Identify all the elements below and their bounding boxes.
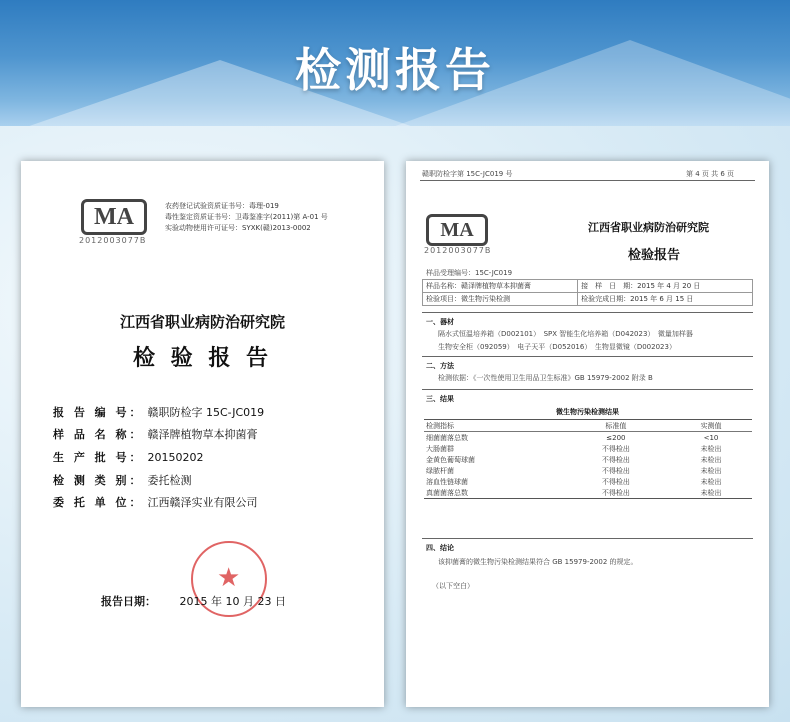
table-cell: 金黄色葡萄球菌 <box>426 455 475 464</box>
page-header-left: 赣职防检字第 15C-JC019 号 <box>422 170 513 178</box>
table-cell: 未检出 <box>700 488 722 497</box>
official-seal-icon: ★ <box>191 541 267 617</box>
table-cell: 绿脓杆菌 <box>426 466 454 475</box>
cma-code: 2012003077B <box>79 236 147 245</box>
table-row <box>423 280 753 293</box>
date-value: 2015 年 10 月 23 日 <box>179 595 286 608</box>
institute-name: 江西省职业病防治研究院 <box>119 313 285 331</box>
field-value: 赣泽牌植物草本抑菌膏 <box>147 428 258 441</box>
table-cell: 样品名称：赣泽牌植物草本抑菌膏 <box>423 280 578 293</box>
cma-logo-text: MA <box>440 219 474 241</box>
table-row <box>424 487 752 499</box>
equipment-line: 生物安全柜（092059） 电子天平（D052016） 生物显微镜（D002023） <box>438 343 676 351</box>
table-cell: 未检出 <box>700 466 722 475</box>
divider <box>420 180 755 181</box>
cma-logo <box>426 214 488 246</box>
table-cell: ≤200 <box>606 433 626 442</box>
table-row <box>424 465 752 476</box>
divider <box>422 356 753 357</box>
conclusion-text: 该抑菌膏的微生物污染检测结果符合 GB 15979-2002 的规定。 <box>438 558 638 566</box>
field-label: 样 品 名 称： <box>53 428 144 441</box>
equipment-line: 隔水式恒温培养箱（D002101） SPX 智能生化培养箱（D042023） 微量加样器 <box>438 330 693 338</box>
table-cell: 细菌菌落总数 <box>426 433 468 442</box>
method-line: 检测依据：《一次性使用卫生用品卫生标准》GB 15979-2002 附录 B <box>438 374 653 382</box>
table-header-cell: 标准值 <box>605 421 627 430</box>
table-header-row <box>424 420 752 432</box>
page-title: 检测报告 <box>295 43 495 97</box>
report-title: 检 验 报 告 <box>133 345 272 371</box>
date-label: 报告日期： <box>101 595 156 608</box>
table-cell: 检验完成日期：2015 年 6 月 15 日 <box>578 293 753 306</box>
table-cell: 不得检出 <box>601 444 630 453</box>
table-cell: 未检出 <box>700 477 722 486</box>
credential-line: 实验动物使用许可证号：SYXK(赣)2013-0002 <box>165 224 311 232</box>
cma-logo-text: MA <box>94 204 134 230</box>
field-label: 生 产 批 号： <box>53 451 144 464</box>
divider <box>422 389 753 390</box>
field-value: 委托检测 <box>147 474 192 487</box>
sample-info-table <box>422 279 753 306</box>
field-sample-name <box>53 426 258 442</box>
table-cell: 溶血性链球菌 <box>426 477 468 486</box>
divider <box>422 312 753 313</box>
field-label: 报 告 编 号： <box>53 406 144 419</box>
table-cell: 未检出 <box>700 444 722 453</box>
table-row <box>424 476 752 487</box>
field-client <box>53 494 258 510</box>
results-table <box>424 419 752 499</box>
table-header-cell: 实测值 <box>700 421 722 430</box>
table-row <box>423 293 753 306</box>
divider <box>422 538 753 539</box>
field-label: 检 测 类 别： <box>53 474 144 487</box>
table-row <box>424 454 752 465</box>
field-value: 赣职防检字 15C-JC019 <box>147 406 265 419</box>
page-header-right: 第 4 页 共 6 页 <box>686 170 735 178</box>
table-cell: 不得检出 <box>601 477 630 486</box>
report-title: 检验报告 <box>628 248 681 263</box>
table-cell: 接 样 日 期：2015 年 4 月 20 日 <box>578 280 753 293</box>
report-result-page <box>406 161 769 707</box>
field-value: 江西赣泽实业有限公司 <box>147 496 258 509</box>
credential-line: 农药登记试验资质证书号：毒理-019 <box>165 202 279 210</box>
table-cell: 检验项目：微生物污染检测 <box>423 293 578 306</box>
table-row <box>424 432 752 444</box>
table-cell: 不得检出 <box>601 466 630 475</box>
field-batch-number <box>53 449 204 465</box>
table-cell: 未检出 <box>700 455 722 464</box>
table-row <box>424 443 752 454</box>
table-cell: 不得检出 <box>601 455 630 464</box>
report-cover-page <box>21 161 384 707</box>
table-header-cell: 检测指标 <box>426 421 454 430</box>
field-test-category <box>53 472 192 488</box>
table-cell: <10 <box>703 433 719 442</box>
table-cell: 大肠菌群 <box>426 444 454 453</box>
cma-logo <box>81 199 147 235</box>
section-title: 四、结论 <box>426 544 454 552</box>
section-title: 三、结果 <box>426 395 454 403</box>
sample-receipt-number: 样品受理编号：15C-JC019 <box>426 269 513 277</box>
table-cell: 不得检出 <box>601 488 630 497</box>
report-date <box>101 593 286 609</box>
field-value: 20150202 <box>147 451 204 464</box>
section-title: 一、器材 <box>426 318 454 326</box>
table-cell: 真菌菌落总数 <box>426 488 468 497</box>
header-banner <box>0 0 790 126</box>
cma-code: 2012003077B <box>424 246 492 255</box>
section-title: 二、方法 <box>426 362 454 370</box>
field-report-number <box>53 404 264 420</box>
credential-line: 毒性鉴定资质证书号：卫毒鉴准字(2011)第 A-01 号 <box>165 213 328 221</box>
results-table-title: 微生物污染检测结果 <box>556 408 619 416</box>
blank-note: （以下空白） <box>432 582 474 590</box>
field-label: 委 托 单 位： <box>53 496 144 509</box>
institute-name: 江西省职业病防治研究院 <box>588 221 709 234</box>
